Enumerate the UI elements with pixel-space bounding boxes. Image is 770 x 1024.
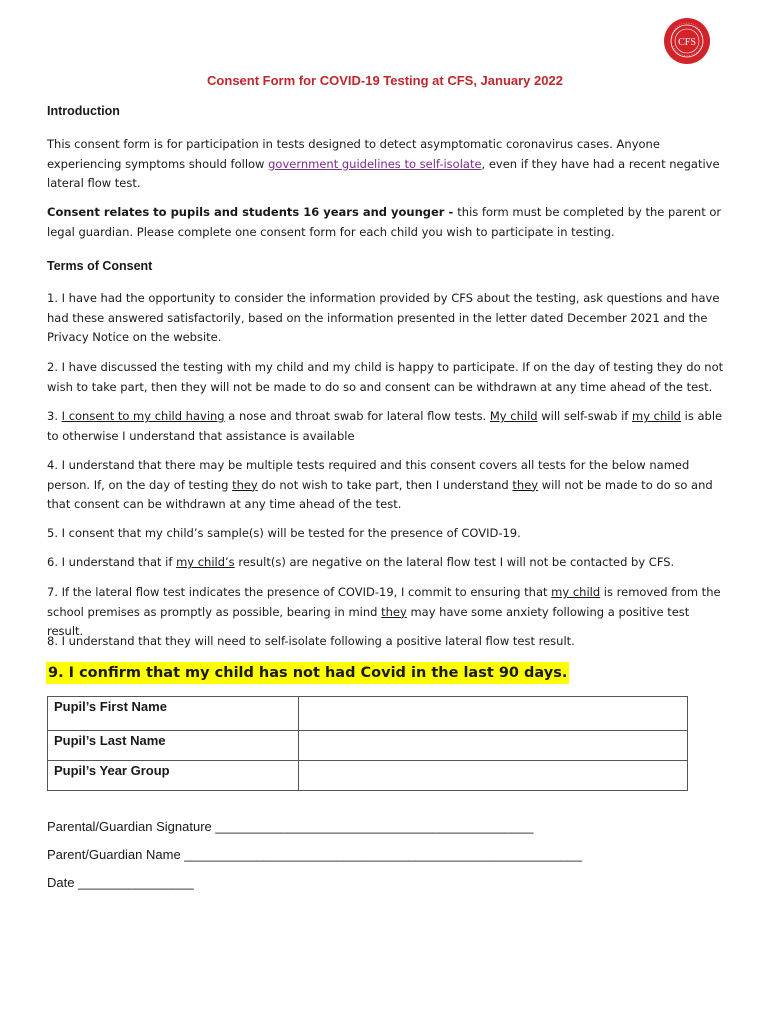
term-text: 3. bbox=[47, 409, 62, 423]
term-1: 1. I have had the opportunity to consider the information provided by CFS about the testing, ask questions and have had these answered satisfactorily, based on the information presented in the letter dated December 2021 and the Privacy Notice on the website. bbox=[47, 291, 720, 344]
form-title: Consent Form for COVID-19 Testing at CFS, January 2022 bbox=[207, 73, 563, 88]
table-row bbox=[48, 697, 688, 731]
self-isolate-guidelines-link[interactable]: government guidelines to self-isolate bbox=[268, 156, 482, 171]
terms-heading: Terms of Consent bbox=[47, 259, 153, 273]
term-9-highlighted: 9. I confirm that my child has not had Covid in the last 90 days. bbox=[46, 662, 569, 684]
term-text: will not be made to do so and that consent can be withdrawn at any time ahead of the test. bbox=[47, 477, 713, 511]
term-underline: my child bbox=[632, 409, 681, 423]
term-text: may have some anxiety following a positive test result. bbox=[47, 604, 690, 638]
school-seal-icon bbox=[664, 18, 710, 64]
signature-line[interactable]: Parental/Guardian Signature ____________________________________________ bbox=[47, 819, 534, 834]
term-2: 2. I have discussed the testing with my child and my child is happy to participate. If on the day of testing they do not wish to take part, then they will not be made to do so and consent can be withdrawn at any time ahead of the test. bbox=[47, 360, 724, 394]
school-logo bbox=[664, 18, 710, 64]
term-8: 8. I understand that they will need to self-isolate following a positive lateral flow test result. bbox=[47, 634, 575, 648]
term-3 bbox=[47, 407, 727, 446]
table-row bbox=[48, 761, 688, 791]
intro-paragraph-2 bbox=[47, 203, 727, 242]
term-underline: my child’s bbox=[176, 555, 235, 569]
term-4 bbox=[47, 456, 727, 515]
term-text: do not wish to take part, then I understand bbox=[257, 477, 513, 492]
introduction-heading: Introduction bbox=[47, 104, 120, 118]
year-group-label: Pupil’s Year Group bbox=[48, 761, 299, 791]
term-text: 7. If the lateral flow test indicates the presence of COVID-19, I commit to ensuring that bbox=[47, 585, 552, 599]
term-underline: they bbox=[381, 604, 407, 619]
last-name-label: Pupil’s Last Name bbox=[48, 731, 299, 761]
date-line[interactable]: Date ________________ bbox=[47, 875, 194, 890]
term-text: result(s) are negative on the lateral flow test I will not be contacted by CFS. bbox=[234, 555, 675, 569]
table-row bbox=[48, 731, 688, 761]
first-name-field[interactable] bbox=[299, 697, 688, 731]
consent-instructions: this form must be completed by the parent or legal guardian. Please complete one consent form for each child you wish to participate in testing. bbox=[47, 205, 722, 239]
pupil-details-table bbox=[47, 696, 688, 791]
term-text: a nose and throat swab for lateral flow tests. bbox=[224, 409, 490, 423]
term-5: 5. I consent that my child’s sample(s) will be tested for the presence of COVID-19. bbox=[47, 526, 521, 540]
term-text: is able to otherwise I understand that assistance is available bbox=[47, 409, 723, 443]
term-text: is removed from the school premises as promptly as possible, bearing in mind bbox=[47, 585, 721, 619]
term-text: will self-swab if bbox=[537, 409, 632, 423]
consent-age-notice: Consent relates to pupils and students 16 years and younger - bbox=[47, 205, 458, 219]
guardian-name-line[interactable]: Parent/Guardian Name _______________________________________________________ bbox=[47, 847, 582, 862]
last-name-field[interactable] bbox=[299, 731, 688, 761]
term-underline: they bbox=[232, 477, 258, 492]
term-6 bbox=[47, 553, 727, 573]
first-name-label: Pupil’s First Name bbox=[48, 697, 299, 731]
term-underline: they bbox=[512, 477, 539, 492]
term-underline: My child bbox=[489, 409, 538, 423]
term-underline: I consent to my child having bbox=[61, 409, 225, 423]
intro-paragraph-1 bbox=[47, 135, 727, 194]
intro-text-end: , even if they have had a recent negative lateral flow test. bbox=[47, 156, 720, 190]
term-underline: my child bbox=[551, 585, 601, 599]
intro-text: This consent form is for participation in tests designed to detect asymptomatic coronavirus cases. Anyone experiencing symptoms should follow bbox=[47, 137, 660, 171]
svg-text:CFS: CFS bbox=[678, 37, 696, 48]
term-text: 4. I understand that there may be multiple tests required and this consent covers all tests for the below named person. If, on the day of testing bbox=[47, 458, 690, 492]
year-group-field[interactable] bbox=[299, 761, 688, 791]
term-text: 6. I understand that if bbox=[47, 555, 177, 569]
